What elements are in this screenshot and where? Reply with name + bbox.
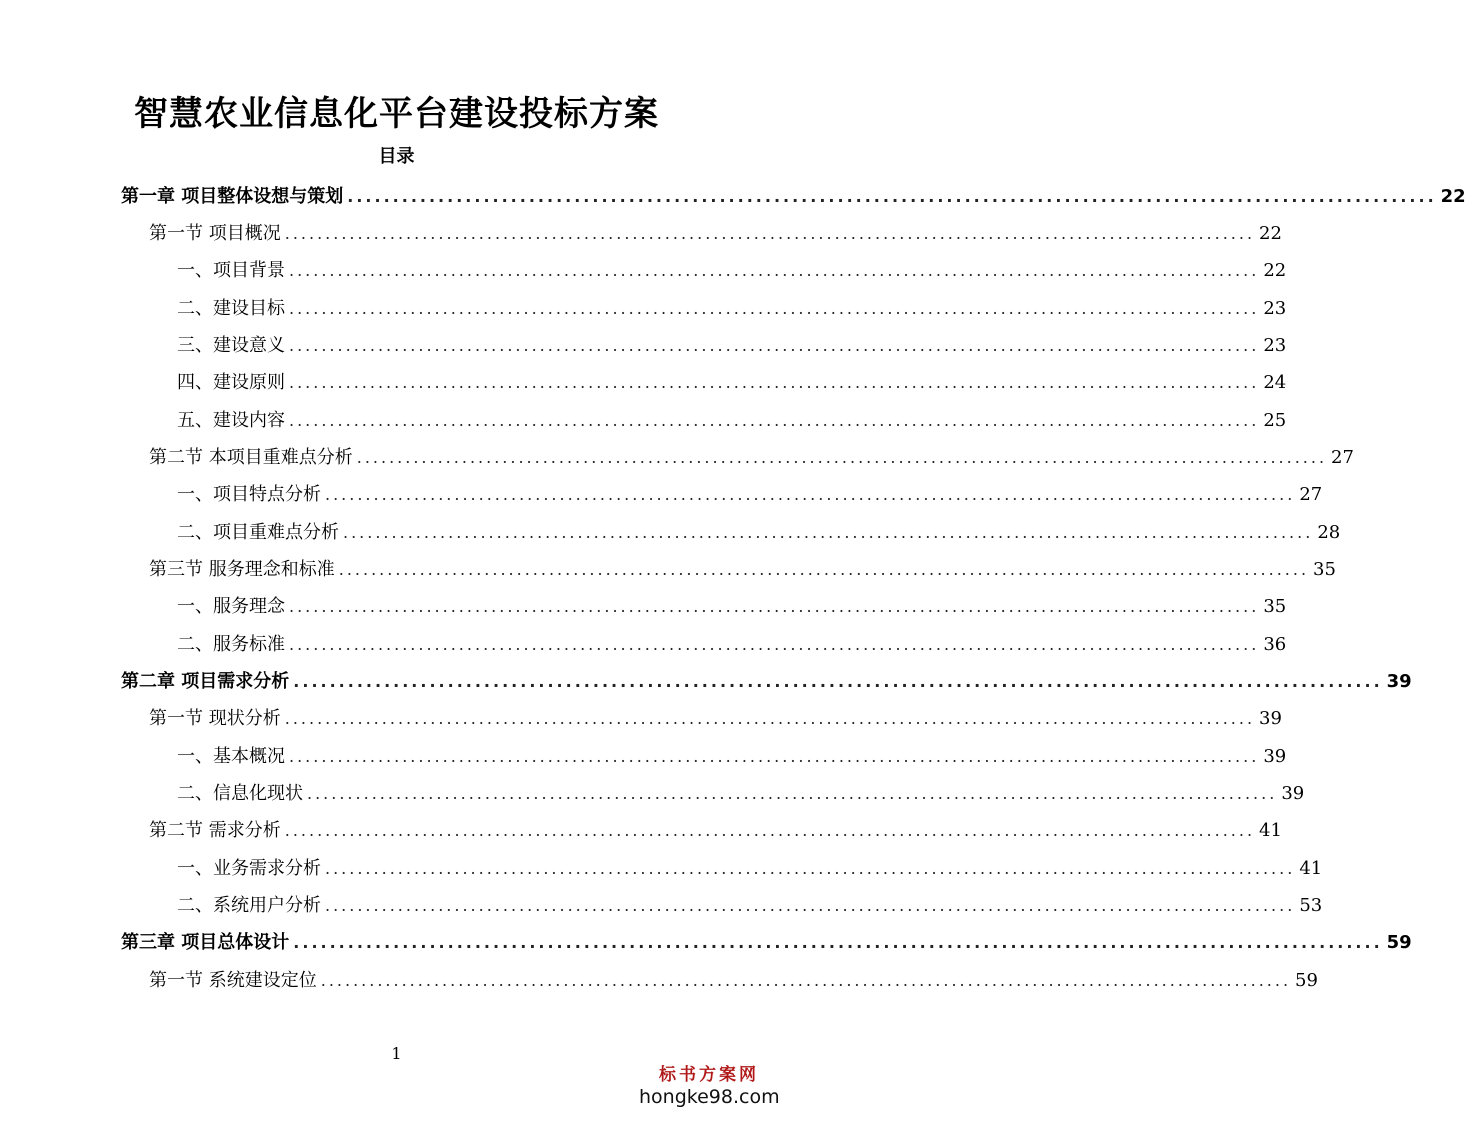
- toc-entry[interactable]: [177, 736, 1287, 770]
- toc-entry-label: 一、服务理念: [177, 596, 285, 617]
- toc-entry-page: 22: [1259, 223, 1282, 244]
- page-number: 1: [391, 1044, 402, 1063]
- toc-entry-page: 39: [1259, 708, 1282, 729]
- toc-entry-page: 53: [1299, 895, 1323, 916]
- toc-entry[interactable]: [121, 176, 1466, 210]
- toc-entry-label: 五、建设内容: [177, 410, 285, 431]
- toc-entry[interactable]: [177, 848, 1323, 882]
- toc-entry[interactable]: [177, 250, 1287, 284]
- toc-entry-label: 一、项目背景: [177, 260, 285, 281]
- toc-dot-leader: ........................................................................................................................: [343, 523, 1314, 542]
- toc-entry-page: 39: [1386, 671, 1412, 692]
- toc-entry[interactable]: [177, 362, 1287, 396]
- toc-entry-label: 一、项目特点分析: [177, 484, 321, 505]
- toc-dot-leader: ........................................................................................................................: [325, 896, 1296, 915]
- toc-entry[interactable]: [121, 922, 1412, 956]
- toc-dot-leader: ........................................................................................................................: [293, 672, 1383, 691]
- toc-entry-page: 22: [1440, 186, 1466, 207]
- document-title: 智慧农业信息化平台建设投标方案: [134, 94, 659, 134]
- toc-entry-label: 二、系统用户分析: [177, 895, 321, 916]
- toc-entry-label: 三、建设意义: [177, 335, 285, 356]
- toc-entry[interactable]: [149, 437, 1354, 471]
- toc-entry[interactable]: [177, 400, 1287, 434]
- toc-entry-page: 22: [1263, 260, 1287, 281]
- toc-dot-leader: ........................................................................................................................: [307, 784, 1278, 803]
- toc-dot-leader: ........................................................................................................................: [356, 448, 1328, 467]
- toc-entry[interactable]: [177, 885, 1323, 919]
- toc-dot-leader: ........................................................................................................................: [325, 859, 1296, 878]
- watermark-url: hongke98.com: [639, 1086, 780, 1108]
- toc-entry-label: 一、业务需求分析: [177, 858, 321, 879]
- toc-entry-page: 25: [1263, 410, 1287, 431]
- toc-entry-page: 36: [1263, 634, 1287, 655]
- toc-entry[interactable]: [177, 586, 1287, 620]
- toc-dot-leader: ........................................................................................................................: [338, 560, 1310, 579]
- toc-dot-leader: ........................................................................................................................: [289, 299, 1260, 318]
- toc-entry[interactable]: [177, 624, 1287, 658]
- toc-dot-leader: ........................................................................................................................: [284, 709, 1256, 728]
- toc-entry-label: 二、服务标准: [177, 634, 285, 655]
- toc-entry[interactable]: [177, 474, 1323, 508]
- toc-entry-page: 35: [1313, 559, 1336, 580]
- toc-entry[interactable]: [149, 549, 1336, 583]
- watermark-logo: [639, 1064, 779, 1108]
- toc-dot-leader: ........................................................................................................................: [289, 261, 1260, 280]
- toc-dot-leader: ........................................................................................................................: [289, 635, 1260, 654]
- toc-entry[interactable]: [149, 960, 1318, 994]
- toc-entry-label: 一、基本概况: [177, 746, 285, 767]
- toc-heading: 目录: [378, 146, 415, 167]
- toc-entry[interactable]: [149, 810, 1282, 844]
- toc-dot-leader: ........................................................................................................................: [289, 747, 1260, 766]
- toc-dot-leader: ........................................................................................................................: [289, 411, 1260, 430]
- toc-dot-leader: ........................................................................................................................: [320, 971, 1292, 990]
- toc-entry-label: 第三节 服务理念和标准: [149, 559, 335, 580]
- toc-entry-page: 39: [1263, 746, 1287, 767]
- toc-entry-label: 四、建设原则: [177, 372, 285, 393]
- toc-entry-page: 41: [1259, 820, 1282, 841]
- toc-entry-label: 二、项目重难点分析: [177, 522, 339, 543]
- toc-dot-leader: ........................................................................................................................: [289, 373, 1260, 392]
- toc-entry[interactable]: [149, 698, 1282, 732]
- toc-entry-page: 28: [1317, 522, 1341, 543]
- toc-entry[interactable]: [149, 213, 1282, 247]
- toc-entry-label: 第一节 系统建设定位: [149, 970, 317, 991]
- toc-entry[interactable]: [177, 325, 1287, 359]
- toc-entry-page: 23: [1263, 298, 1287, 319]
- toc-dot-leader: ........................................................................................................................: [289, 336, 1260, 355]
- toc-entry-page: 23: [1263, 335, 1287, 356]
- toc-entry-label: 第三章 项目总体设计: [121, 932, 290, 953]
- toc-entry[interactable]: [177, 773, 1305, 807]
- toc-entry-page: 35: [1263, 596, 1287, 617]
- toc-entry-label: 第二节 本项目重难点分析: [149, 447, 353, 468]
- toc-entry-label: 二、信息化现状: [177, 783, 303, 804]
- toc-entry[interactable]: [121, 661, 1412, 695]
- toc-entry-page: 27: [1331, 447, 1354, 468]
- toc-entry-page: 41: [1299, 858, 1323, 879]
- watermark-site-name: 标书方案网: [659, 1065, 759, 1085]
- toc-dot-leader: ........................................................................................................................: [284, 224, 1256, 243]
- toc-entry-label: 二、建设目标: [177, 298, 285, 319]
- toc-entry-page: 59: [1386, 932, 1412, 953]
- toc-entry-page: 27: [1299, 484, 1323, 505]
- toc-entry-page: 24: [1263, 372, 1287, 393]
- toc-entry[interactable]: [177, 512, 1341, 546]
- toc-entry-label: 第一章 项目整体设想与策划: [121, 186, 344, 207]
- toc-dot-leader: ........................................................................................................................: [347, 187, 1437, 206]
- toc-entry-label: 第一节 现状分析: [149, 708, 281, 729]
- toc-entry-page: 59: [1295, 970, 1318, 991]
- toc-dot-leader: ........................................................................................................................: [289, 597, 1260, 616]
- toc-entry[interactable]: [177, 288, 1287, 322]
- toc-entry-label: 第一节 项目概况: [149, 223, 281, 244]
- toc-entry-label: 第二节 需求分析: [149, 820, 281, 841]
- toc-entry-label: 第二章 项目需求分析: [121, 671, 290, 692]
- toc-dot-leader: ........................................................................................................................: [293, 933, 1383, 952]
- toc-dot-leader: ........................................................................................................................: [325, 485, 1296, 504]
- toc-entry-page: 39: [1281, 783, 1305, 804]
- toc-dot-leader: ........................................................................................................................: [284, 821, 1256, 840]
